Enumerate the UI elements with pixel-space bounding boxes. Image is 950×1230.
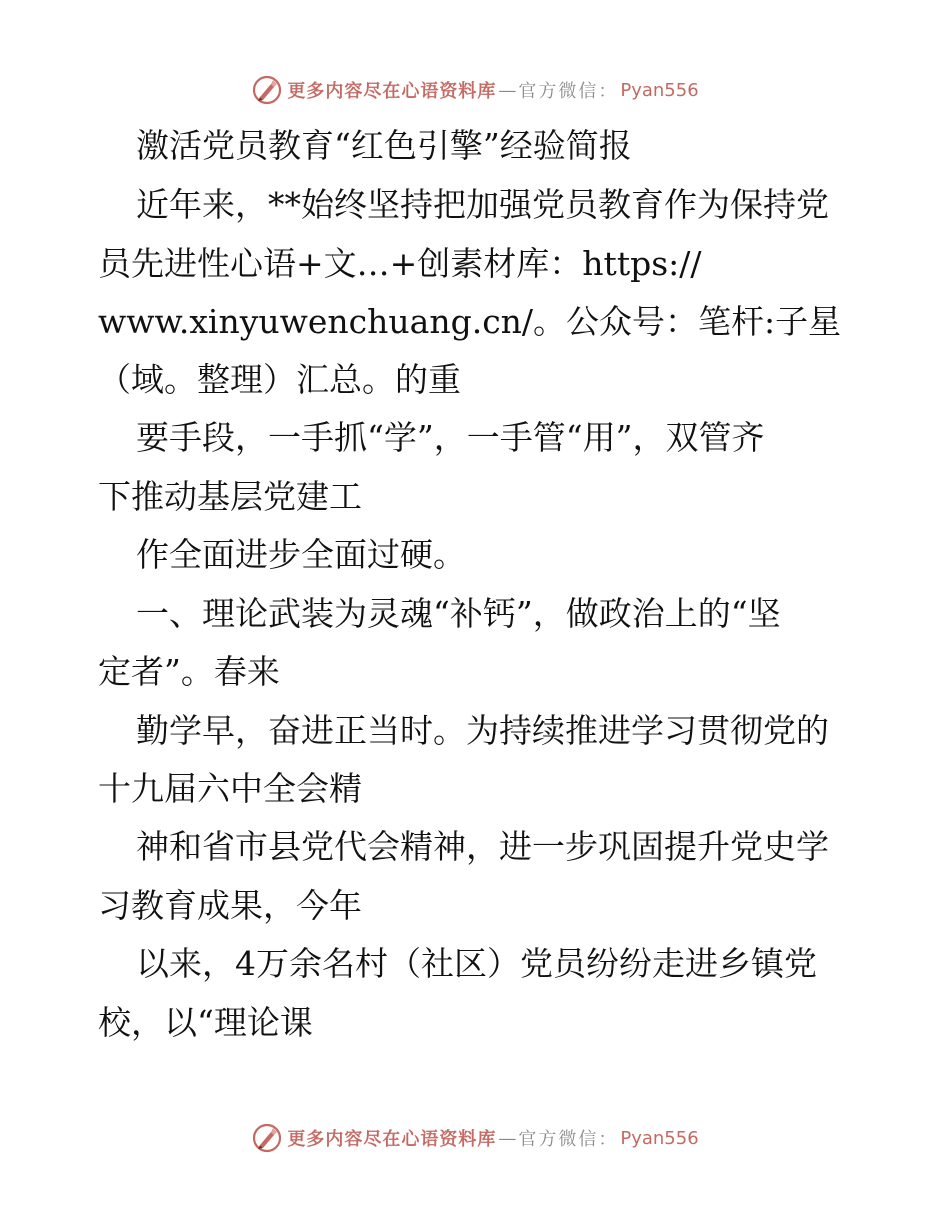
footer-banner bbox=[0, 1118, 950, 1158]
pen-logo-icon bbox=[251, 74, 283, 106]
document-title: 激活党员教育“红色引擎”经验简报 bbox=[136, 126, 632, 165]
paragraph-line: 下推动基层党建工 bbox=[98, 477, 362, 516]
paragraph-line: www.xinyuwenchuang.cn/。公众号：笔杆:子星 bbox=[98, 302, 842, 341]
banner-wechat-label: 官方微信： bbox=[518, 1129, 619, 1150]
paragraph-line: 神和省市县党代会精神，进一步巩固提升党史学 bbox=[136, 827, 829, 866]
paragraph-line: 要手段，一手抓“学”，一手管“用”，双管齐 bbox=[136, 418, 765, 457]
banner-wechat-id: Pyan556 bbox=[620, 1127, 699, 1149]
section-heading-line: 一、理论武装为灵魂“补钙”，做政治上的“坚 bbox=[136, 594, 781, 633]
paragraph-line: 作全面进步全面过硬。 bbox=[136, 535, 466, 574]
paragraph-line: 十九届六中全会精 bbox=[98, 769, 362, 808]
banner-dash: — bbox=[498, 79, 517, 101]
paragraph-line: 习教育成果，今年 bbox=[98, 886, 362, 925]
paragraph-line: 校，以“理论课 bbox=[98, 1003, 313, 1042]
paragraph-line: 员先进性心语+文…+创素材库：https:// bbox=[98, 244, 702, 283]
paragraph-line: 定者”。春来 bbox=[98, 652, 280, 691]
banner-wechat-id: Pyan556 bbox=[620, 79, 699, 101]
banner-brand: 更多内容尽在心语资料库 bbox=[287, 81, 497, 102]
paragraph-line: 以来，4万余名村（社区）党员纷纷走进乡镇党 bbox=[136, 944, 817, 983]
paragraph-line: 勤学早，奋进正当时。为持续推进学习贯彻党的 bbox=[136, 711, 829, 750]
banner-wechat-label: 官方微信： bbox=[518, 81, 619, 102]
paragraph-line: （域。整理）汇总。的重 bbox=[98, 360, 461, 399]
banner-brand: 更多内容尽在心语资料库 bbox=[287, 1129, 497, 1150]
pen-logo-icon bbox=[251, 1122, 283, 1154]
header-banner bbox=[0, 70, 950, 110]
paragraph-line: 近年来，**始终坚持把加强党员教育作为保持党 bbox=[136, 185, 829, 224]
banner-dash: — bbox=[498, 1127, 517, 1149]
